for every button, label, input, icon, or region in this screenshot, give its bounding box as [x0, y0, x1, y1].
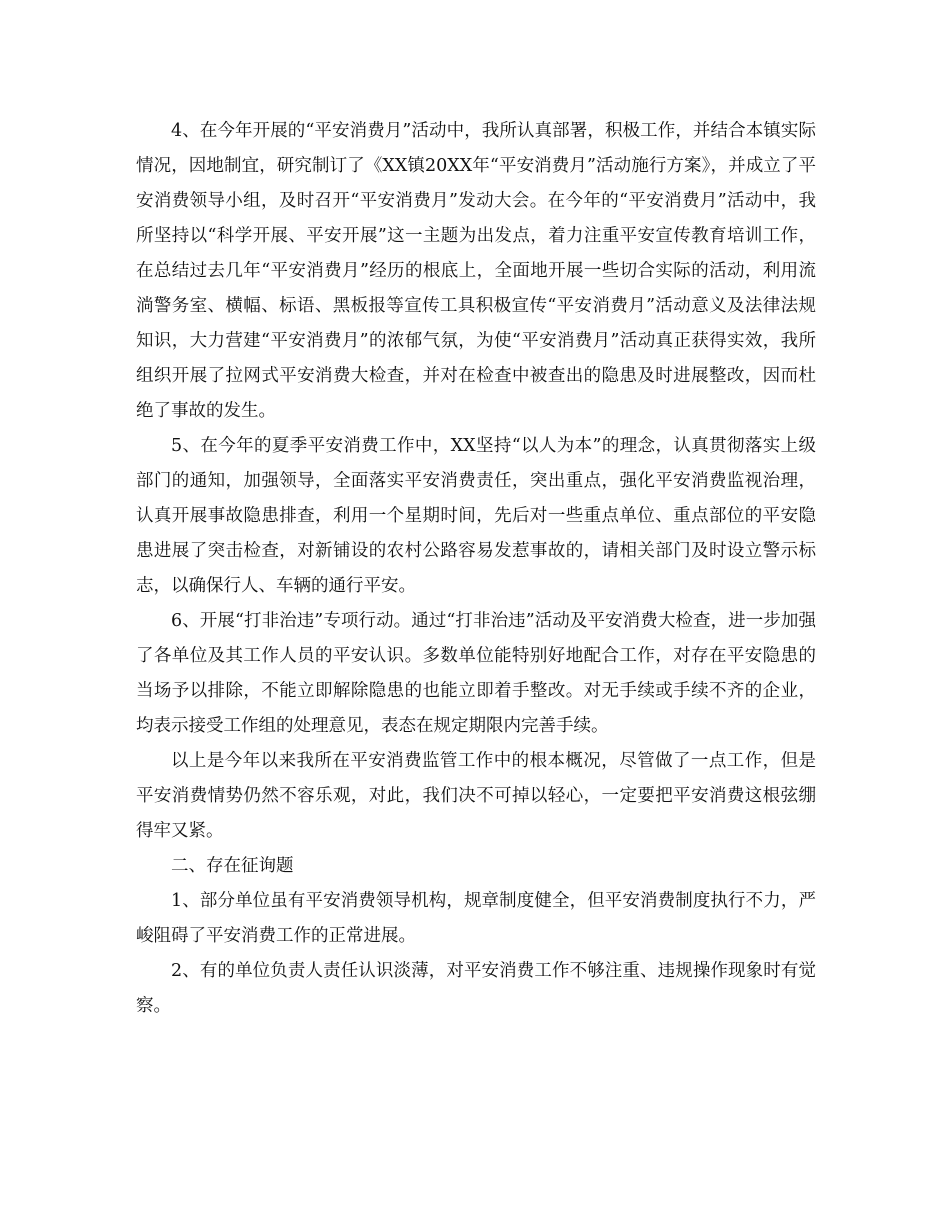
section-heading-problems: 二、存在征询题 [171, 856, 294, 876]
paragraph-item-6: 6、开展“打非治违”专项行动。通过“打非治违”活动及平安消费大检查，进一步加强了各单位及其工作人员的平安认识。多数单位能特别好地配合工作，对存在平安隐患的当场予以排除，不能立即解除隐患的也能立即着手整改。对无手续或手续不齐的企业，均表示接受工作组的处理意见，表态在规定期限内完善手续。 [136, 611, 816, 736]
paragraph-problem-2: 2、有的单位负责人责任认识淡薄，对平安消费工作不够注重、违规操作现象时有觉察。 [136, 961, 816, 1016]
document-body [136, 114, 816, 1024]
paragraph-item-4: 4、在今年开展的“平安消费月”活动中，我所认真部署，积极工作，并结合本镇实际情况，因地制宜，研究制订了《XX镇20XX年“平安消费月”活动施行方案》，并成立了平安消费领导小组，及时召开“平安消费月”发动大会。在今年的“平安消费月”活动中，我所坚持以“科学开展、平安开展”这一主题为出发点，着力注重平安宣传教育培训工作，在总结过去几年“平安消费月”经历的根底上，全面地开展一些切合实际的活动，利用流淌警务室、横幅、标语、黑板报等宣传工具积极宣传“平安消费月”活动意义及法律法规知识，大力营建“平安消费月”的浓郁气氛，为使“平安消费月”活动真正获得实效，我所组织开展了拉网式平安消费大检查，并对在检查中被查出的隐患及时进展整改，因而杜绝了事故的发生。 [136, 121, 816, 421]
paragraph-problem-1: 1、部分单位虽有平安消费领导机构，规章制度健全，但平安消费制度执行不力，严峻阻碍了平安消费工作的正常进展。 [136, 891, 816, 946]
paragraph-item-5: 5、在今年的夏季平安消费工作中，XX坚持“以人为本”的理念，认真贯彻落实上级部门的通知，加强领导，全面落实平安消费责任，突出重点，强化平安消费监视治理，认真开展事故隐患排查，利用一个星期时间，先后对一些重点单位、重点部位的平安隐患进展了突击检查，对新铺设的农村公路容易发惹事故的，请相关部门及时设立警示标志，以确保行人、车辆的通行平安。 [136, 436, 816, 596]
paragraph-summary: 以上是今年以来我所在平安消费监管工作中的根本概况，尽管做了一点工作，但是平安消费情势仍然不容乐观，对此，我们决不可掉以轻心，一定要把平安消费这根弦绷得牢又紧。 [136, 751, 816, 841]
